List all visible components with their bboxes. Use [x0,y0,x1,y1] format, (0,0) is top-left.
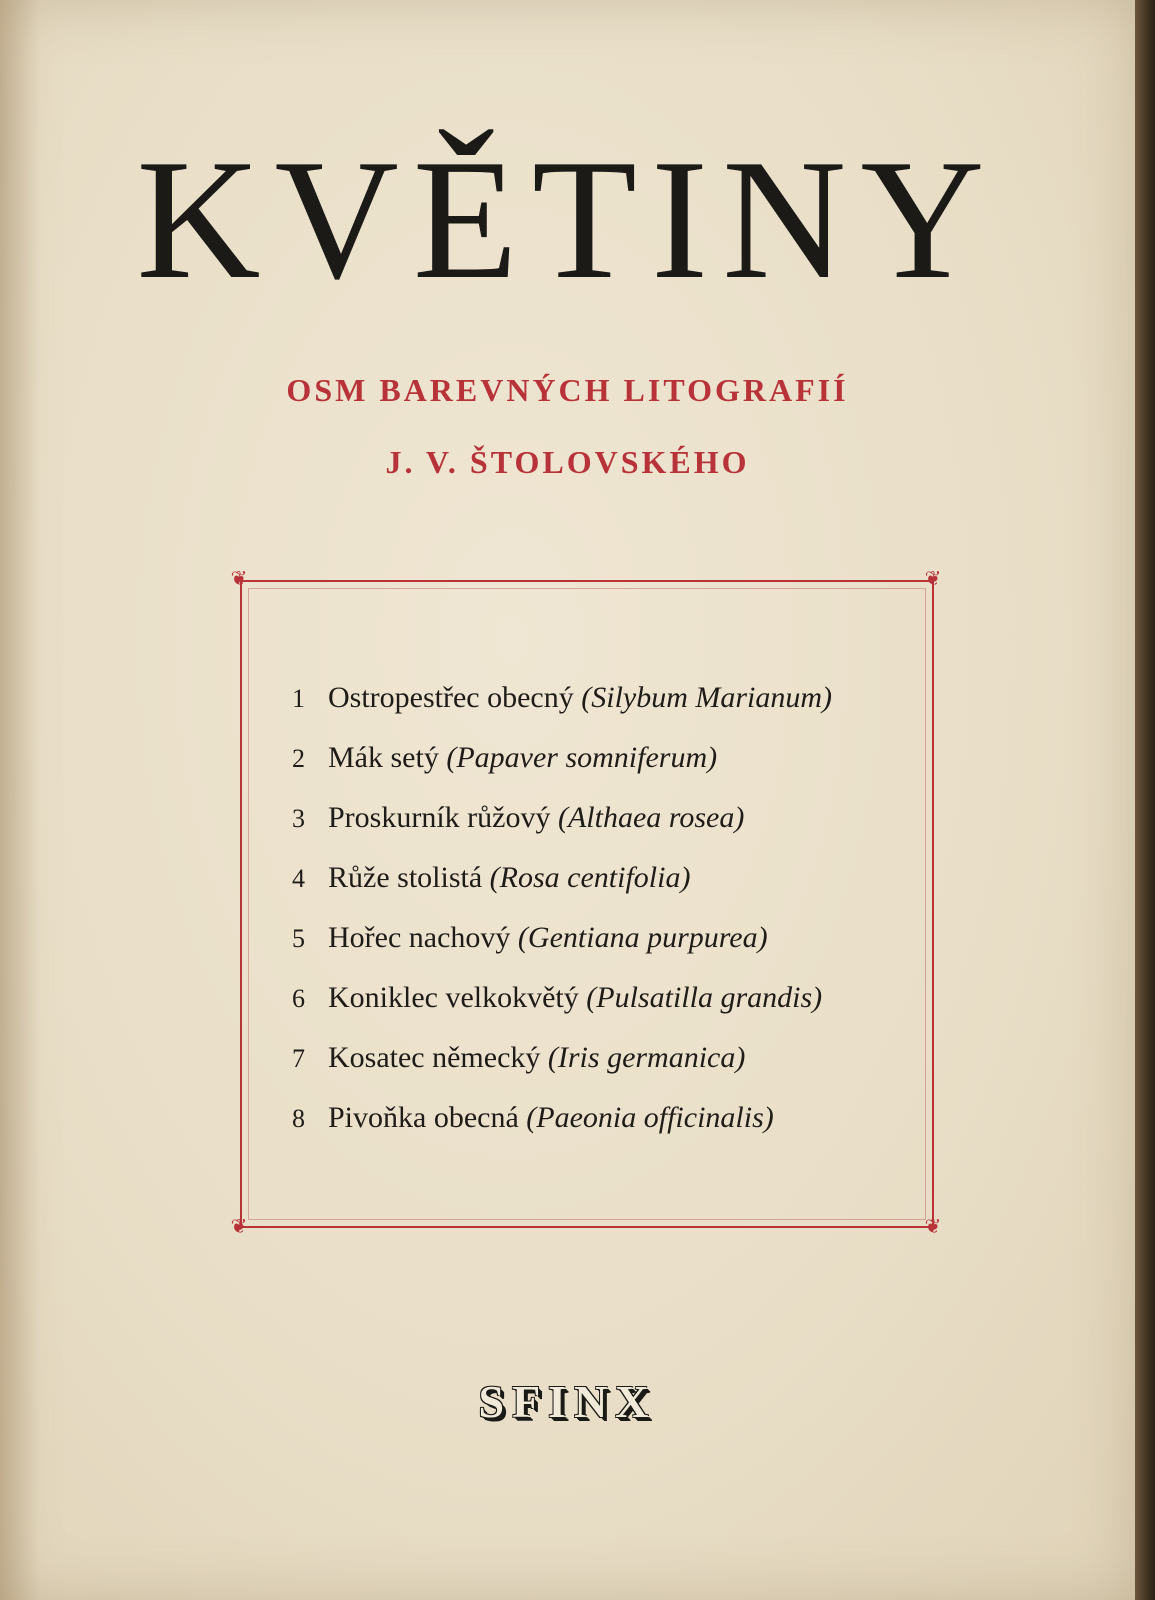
plate-name: Pivoňka obecná [328,1101,519,1134]
list-item [292,668,932,728]
background-edge [1135,0,1155,1600]
flourish-ornament-icon: ❦ [924,568,942,590]
flourish-ornament-icon: ❦ [924,1216,942,1238]
plate-latin-name: (Pulsatilla grandis) [586,981,823,1014]
list-item [292,788,932,848]
plate-number: 5 [292,924,305,953]
list-item [292,1088,932,1148]
plate-name: Mák setý [328,741,439,774]
plate-latin-name: (Iris germanica) [547,1041,746,1074]
plate-number: 7 [292,1044,305,1073]
cover-title: KVĚTINY [136,125,999,315]
list-item [292,1028,932,1088]
plate-name: Růže stolistá [328,861,483,894]
list-item [292,848,932,908]
plate-latin-name: (Althaea rosea) [557,801,745,834]
cover-author: J. V. ŠTOLOVSKÉHO [385,444,750,480]
flourish-ornament-icon: ❦ [230,1216,248,1238]
plate-number: 8 [292,1104,305,1133]
plate-name: Hořec nachový [328,921,511,954]
plate-latin-name: (Paeonia officinalis) [526,1101,774,1134]
publisher-logo: SFINX [478,1376,657,1427]
plate-latin-name: (Papaver somniferum) [446,741,718,774]
plate-number: 2 [292,744,305,773]
plate-number: 4 [292,864,305,893]
plate-latin-name: (Silybum Marianum) [581,681,833,714]
plate-name: Kosatec německý [328,1041,541,1074]
plate-name: Proskurník růžový [328,801,551,834]
plate-latin-name: (Gentiana purpurea) [517,921,768,954]
list-item [292,908,932,968]
list-item [292,968,932,1028]
plate-number: 1 [292,684,305,713]
flourish-ornament-icon: ❦ [230,568,248,590]
plates-list [292,668,932,1148]
plate-name: Koniklec velkokvětý [328,981,579,1014]
plate-name: Ostropestřec obecný [328,681,574,714]
plate-latin-name: (Rosa centifolia) [489,861,691,894]
list-item [292,728,932,788]
cover-subtitle: OSM BAREVNÝCH LITOGRAFIÍ [286,372,849,408]
plate-number: 3 [292,804,305,833]
plate-number: 6 [292,984,305,1013]
